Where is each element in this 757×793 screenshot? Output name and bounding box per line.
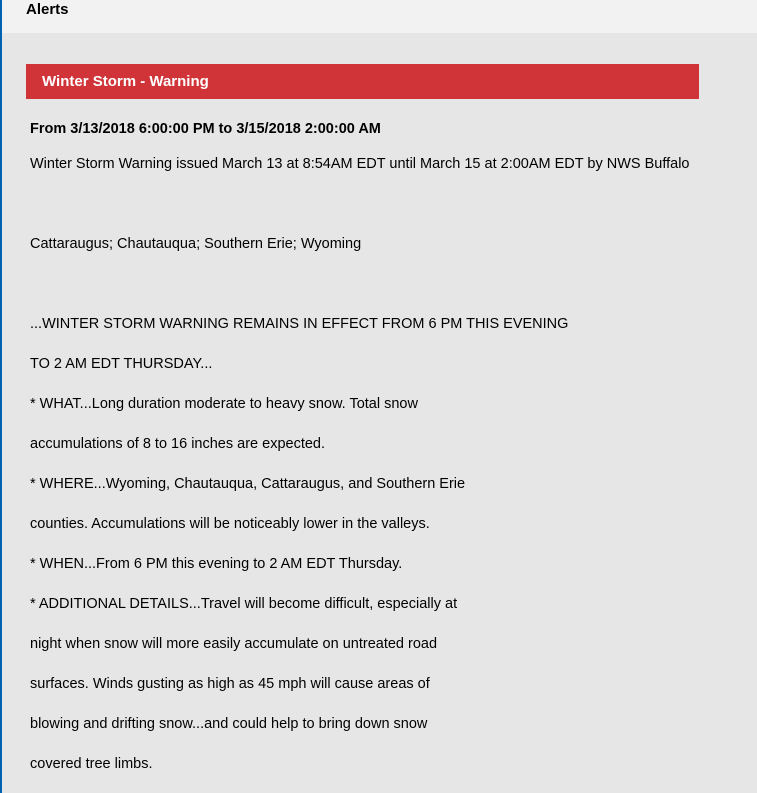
page-title: Alerts xyxy=(26,1,69,18)
alert-description-line: night when snow will more easily accumulate on untreated road xyxy=(30,636,438,652)
alert-description-line: blowing and drifting snow...and could help to bring down snow xyxy=(30,716,428,732)
alert-title: Winter Storm - Warning xyxy=(42,73,209,90)
window-left-accent-border xyxy=(0,0,2,793)
alert-description-line: surfaces. Winds gusting as high as 45 mph will cause areas of xyxy=(30,676,430,692)
alert-description-line: Winter Storm Warning issued March 13 at 8:54AM EDT until March 15 at 2:00AM EDT by NWS Buffalo xyxy=(30,156,690,172)
alert-description-line: TO 2 AM EDT THURSDAY... xyxy=(30,356,213,372)
alert-description-line: * WHERE...Wyoming, Chautauqua, Cattaraugus, and Southern Erie xyxy=(30,476,466,492)
alert-description-line: counties. Accumulations will be noticeably lower in the valleys. xyxy=(30,516,430,532)
alert-description-line: accumulations of 8 to 16 inches are expected. xyxy=(30,436,326,452)
alert-description-line xyxy=(30,184,740,224)
alert-time-range: From 3/13/2018 6:00:00 PM to 3/15/2018 2:00:00 AM xyxy=(30,121,381,137)
alert-description-line: Cattaraugus; Chautauqua; Southern Erie; Wyoming xyxy=(30,236,362,252)
alert-description-line: * WHEN...From 6 PM this evening to 2 AM EDT Thursday. xyxy=(30,556,403,572)
alert-description xyxy=(30,144,740,784)
alert-description-line: covered tree limbs. xyxy=(30,756,153,772)
alert-title-banner xyxy=(26,64,699,99)
alert-description-line: * WHAT...Long duration moderate to heavy snow. Total snow xyxy=(30,396,418,412)
alerts-header xyxy=(2,0,757,33)
alert-description-line xyxy=(30,264,740,304)
alert-description-line: * ADDITIONAL DETAILS...Travel will become difficult, especially at xyxy=(30,596,458,612)
alert-description-line: ...WINTER STORM WARNING REMAINS IN EFFECT FROM 6 PM THIS EVENING xyxy=(30,316,569,332)
